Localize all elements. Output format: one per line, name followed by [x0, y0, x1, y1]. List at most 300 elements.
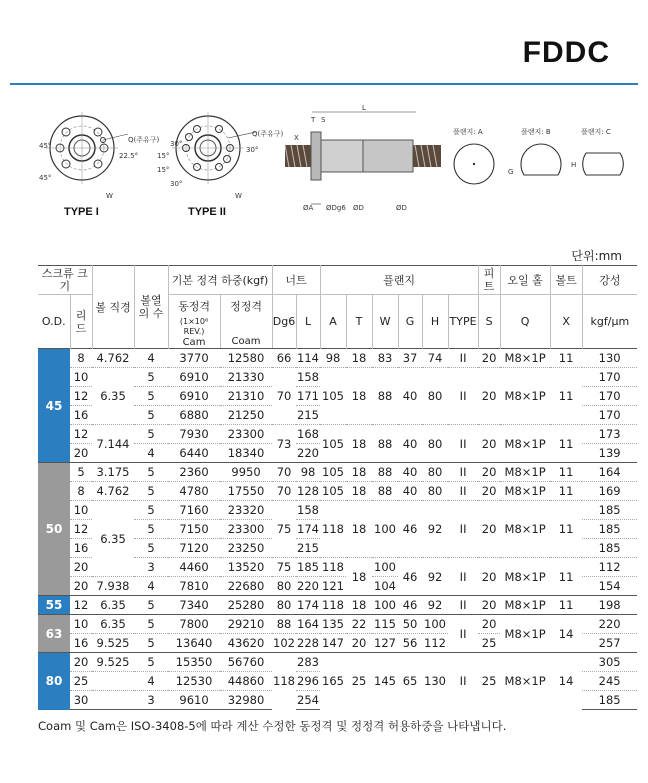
k-cell: 130: [582, 349, 637, 368]
a-cell: 105: [320, 463, 346, 482]
k-cell: 305: [582, 653, 637, 672]
coam-cell: 13520: [220, 558, 272, 577]
t-cell: 18: [346, 482, 372, 501]
footnote: Coam 및 Cam은 ISO-3408-5에 따라 계산 수정한 동정격 및 정정격 허용하중을 나타냅니다.: [38, 719, 507, 733]
w-cell: 115: [372, 615, 398, 634]
coam-cell: 21330: [220, 368, 272, 387]
lead-cell: 16: [70, 634, 92, 653]
rows-cell: 4: [134, 577, 168, 596]
col-screw-size: 스크류 크기: [38, 266, 92, 295]
rows-cell: 5: [134, 482, 168, 501]
cam-cell: 12530: [168, 672, 220, 691]
g-cell: 46: [398, 501, 422, 558]
type1-label: TYPE I: [64, 206, 99, 218]
lead-cell: 25: [70, 672, 92, 691]
coam-cell: 23300: [220, 425, 272, 444]
rows-cell: 3: [134, 558, 168, 577]
rows-cell: 5: [134, 368, 168, 387]
w-cell: 100: [372, 558, 398, 577]
lead-cell: 12: [70, 520, 92, 539]
x-cell: 11: [550, 501, 582, 558]
rows-cell: 5: [134, 406, 168, 425]
type2-angle-30-bottom: 30°: [170, 180, 183, 188]
table-row: [38, 482, 637, 501]
q-cell: M8×1P: [500, 463, 550, 482]
coam-cell: 17550: [220, 482, 272, 501]
od-cell: 80: [38, 653, 70, 710]
coam-cell: 21310: [220, 387, 272, 406]
x-cell: 11: [550, 349, 582, 368]
col-t: T: [346, 295, 372, 349]
od-cell: 55: [38, 596, 70, 615]
ball-cell: 9.525: [92, 653, 134, 672]
dg6-cell: 73: [272, 425, 296, 463]
t-cell: 18: [346, 596, 372, 615]
type-cell: II: [448, 425, 478, 463]
cam-cell: 6910: [168, 387, 220, 406]
q-cell: M8×1P: [500, 558, 550, 596]
cam-cell: 15350: [168, 653, 220, 672]
cam-cell: 6440: [168, 444, 220, 463]
k-cell: 170: [582, 406, 637, 425]
h-cell: 92: [422, 596, 448, 615]
s-cell: 20: [478, 501, 500, 558]
cam-cell: 7160: [168, 501, 220, 520]
s-cell: 20: [478, 349, 500, 368]
ball-cell: 7.144: [92, 425, 134, 463]
flange-a-label: 플랜지: A: [453, 128, 483, 136]
k-cell: 198: [582, 596, 637, 615]
k-cell: 154: [582, 577, 637, 596]
w-cell: 88: [372, 482, 398, 501]
type-cell: II: [448, 558, 478, 596]
type2-flange-drawing: [172, 112, 259, 184]
k-cell: 257: [582, 634, 637, 653]
a-cell: 105: [320, 368, 346, 425]
flange-b-profile: [521, 144, 561, 175]
rows-cell: 4: [134, 349, 168, 368]
a-cell: 147: [320, 634, 346, 653]
ball-cell: [92, 672, 134, 691]
page-title: FDDC: [522, 36, 610, 69]
dg6-cell: 70: [272, 463, 296, 482]
type2-angle-15-a: 15°: [157, 152, 170, 160]
dg6-cell: 118: [272, 653, 296, 710]
col-a: A: [320, 295, 346, 349]
coam-cell: 29210: [220, 615, 272, 634]
rows-cell: 5: [134, 387, 168, 406]
lead-cell: 5: [70, 463, 92, 482]
table-row: [38, 501, 637, 520]
k-cell: 173: [582, 425, 637, 444]
l-cell: 185: [296, 558, 320, 577]
col-w: W: [372, 295, 398, 349]
type-cell: II: [448, 501, 478, 558]
cam-cell: 13640: [168, 634, 220, 653]
flange-c-label: 플랜지: C: [581, 128, 611, 136]
side-l-label: L: [362, 104, 366, 112]
lead-cell: 10: [70, 368, 92, 387]
coam-cell: 9950: [220, 463, 272, 482]
rows-cell: 4: [134, 444, 168, 463]
table-row: [38, 596, 637, 615]
rows-cell: 5: [134, 425, 168, 444]
g-cell: 65: [398, 653, 422, 710]
col-fit: 피트: [478, 266, 500, 295]
l-cell: 283: [296, 653, 320, 672]
side-od2-label: ØD: [396, 204, 407, 212]
rows-cell: 5: [134, 501, 168, 520]
q-cell: M8×1P: [500, 615, 550, 653]
type1-q-label: Q(주유구): [128, 136, 160, 144]
g-cell: 40: [398, 463, 422, 482]
lead-cell: 20: [70, 558, 92, 577]
type-cell: II: [448, 482, 478, 501]
col-ball-rows: 볼열 의 수: [134, 266, 168, 349]
a-cell: 118: [320, 596, 346, 615]
rows-cell: 5: [134, 634, 168, 653]
k-cell: 185: [582, 539, 637, 558]
type2-angle-30-left: 30°: [170, 140, 183, 148]
w-cell: 145: [372, 653, 398, 710]
s-cell: 20: [478, 368, 500, 425]
col-s: S: [478, 295, 500, 349]
g-cell: 50: [398, 615, 422, 634]
col-stiffness: 강성: [582, 266, 637, 295]
type2-w-label: W: [235, 192, 242, 200]
col-oil-hole: 오일 홀: [500, 266, 550, 295]
table-row: [38, 368, 637, 387]
col-type: TYPE: [448, 295, 478, 349]
rows-cell: 3: [134, 691, 168, 710]
l-cell: 171: [296, 387, 320, 406]
l-cell: 296: [296, 672, 320, 691]
side-oa-label: ØA: [303, 204, 314, 212]
g-cell: 40: [398, 368, 422, 425]
s-cell: 20: [478, 596, 500, 615]
a-cell: 165: [320, 653, 346, 710]
cam-cell: 4780: [168, 482, 220, 501]
a-cell: 121: [320, 577, 346, 596]
cam-cell: 3770: [168, 349, 220, 368]
l-cell: 158: [296, 501, 320, 520]
coam-cell: 21250: [220, 406, 272, 425]
cam-cell: 7930: [168, 425, 220, 444]
g-cell: 37: [398, 349, 422, 368]
coam-cell: 23300: [220, 520, 272, 539]
od-cell: 45: [38, 349, 70, 463]
rows-cell: 4: [134, 672, 168, 691]
k-cell: 139: [582, 444, 637, 463]
w-cell: 83: [372, 349, 398, 368]
s-cell: 20: [478, 463, 500, 482]
side-t-label: T: [311, 116, 316, 124]
g-cell: 56: [398, 634, 422, 653]
l-cell: 98: [296, 463, 320, 482]
k-cell: 185: [582, 501, 637, 520]
t-cell: 18: [346, 463, 372, 482]
k-cell: 185: [582, 691, 637, 710]
q-cell: M8×1P: [500, 368, 550, 425]
cam-cell: 7800: [168, 615, 220, 634]
col-static: 정정격: [220, 295, 272, 318]
x-cell: 11: [550, 482, 582, 501]
spec-table: [38, 265, 637, 710]
col-ball-dia: 볼 직경: [92, 266, 134, 349]
cam-cell: 7150: [168, 520, 220, 539]
type-cell: II: [448, 596, 478, 615]
dg6-cell: 88: [272, 615, 296, 634]
t-cell: 18: [346, 368, 372, 425]
coam-cell: 25280: [220, 596, 272, 615]
lead-cell: 8: [70, 482, 92, 501]
a-cell: 118: [320, 501, 346, 558]
t-cell: 18: [346, 501, 372, 558]
ball-cell: 7.938: [92, 577, 134, 596]
lead-cell: 16: [70, 406, 92, 425]
type1-angle-22: 22.5°: [119, 152, 139, 160]
q-cell: M8×1P: [500, 501, 550, 558]
col-coam: Coam: [220, 317, 272, 349]
coam-cell: 44860: [220, 672, 272, 691]
rows-cell: 5: [134, 463, 168, 482]
lead-cell: 20: [70, 653, 92, 672]
h-cell: 80: [422, 425, 448, 463]
x-cell: 14: [550, 653, 582, 710]
coam-cell: 18340: [220, 444, 272, 463]
type2-angle-30-right: 30°: [246, 146, 259, 154]
lead-cell: 16: [70, 539, 92, 558]
col-q: Q: [500, 295, 550, 349]
w-cell: 104: [372, 577, 398, 596]
type1-flange-drawing: [46, 112, 128, 184]
a-cell: 118: [320, 558, 346, 577]
coam-cell: 23320: [220, 501, 272, 520]
h-cell: 80: [422, 368, 448, 425]
dg6-cell: 66: [272, 349, 296, 368]
cam-cell: 4460: [168, 558, 220, 577]
l-cell: 128: [296, 482, 320, 501]
l-cell: 174: [296, 596, 320, 615]
side-s-label: S: [321, 116, 326, 124]
cam-cell: 7340: [168, 596, 220, 615]
type-cell: II: [448, 349, 478, 368]
flange-b-label: 플랜지: B: [521, 128, 551, 136]
col-x: X: [550, 295, 582, 349]
k-cell: 170: [582, 368, 637, 387]
side-x-label: X: [294, 134, 299, 142]
table-row: [38, 463, 637, 482]
lead-cell: 8: [70, 349, 92, 368]
w-cell: 127: [372, 634, 398, 653]
col-load: 기본 정격 하중(kgf): [168, 266, 272, 295]
rows-cell: 5: [134, 596, 168, 615]
q-cell: M8×1P: [500, 349, 550, 368]
k-cell: 169: [582, 482, 637, 501]
type2-angle-15-b: 15°: [157, 166, 170, 174]
h-cell: 100: [422, 615, 448, 634]
lead-cell: 30: [70, 691, 92, 710]
a-cell: 98: [320, 349, 346, 368]
l-cell: 220: [296, 577, 320, 596]
coam-cell: 12580: [220, 349, 272, 368]
ball-cell: 4.762: [92, 349, 134, 368]
flange-c-profile: [583, 153, 624, 175]
h-cell: 74: [422, 349, 448, 368]
cam-cell: 7120: [168, 539, 220, 558]
k-cell: 245: [582, 672, 637, 691]
h-cell: 92: [422, 501, 448, 558]
type2-q-label: Q(주유구): [252, 130, 284, 138]
x-cell: 11: [550, 425, 582, 463]
lead-cell: 20: [70, 444, 92, 463]
col-cam: (1×10⁶ REV.) Cam: [168, 317, 220, 349]
l-cell: 220: [296, 444, 320, 463]
t-cell: 18: [346, 349, 372, 368]
cam-cell: 2360: [168, 463, 220, 482]
od-cell: 50: [38, 463, 70, 596]
l-cell: 215: [296, 539, 320, 558]
ball-cell: [92, 691, 134, 710]
dg6-cell: 80: [272, 596, 296, 615]
q-cell: M8×1P: [500, 425, 550, 463]
s-cell: 20: [478, 482, 500, 501]
q-cell: M8×1P: [500, 482, 550, 501]
type-cell: II: [448, 653, 478, 710]
l-cell: 114: [296, 349, 320, 368]
rows-cell: 5: [134, 520, 168, 539]
w-cell: 88: [372, 368, 398, 425]
table-row: [38, 615, 637, 634]
col-flange: 플랜지: [320, 266, 478, 295]
type1-w-label: W: [106, 192, 113, 200]
w-cell: 100: [372, 501, 398, 558]
l-cell: 164: [296, 615, 320, 634]
dg6-cell: 102: [272, 634, 296, 653]
ballnut-side-view: [285, 112, 441, 204]
g-cell: 40: [398, 482, 422, 501]
coam-cell: 32980: [220, 691, 272, 710]
title-rule: [10, 83, 638, 85]
lead-cell: 10: [70, 615, 92, 634]
h-cell: 92: [422, 558, 448, 596]
g-cell: 46: [398, 558, 422, 596]
ball-cell: 6.35: [92, 596, 134, 615]
lead-cell: 12: [70, 387, 92, 406]
technical-drawings: [30, 100, 630, 220]
ball-cell: 6.35: [92, 368, 134, 425]
col-bolt: 볼트: [550, 266, 582, 295]
cam-cell: 6910: [168, 368, 220, 387]
cam-cell: 7810: [168, 577, 220, 596]
col-lead: 리드: [70, 295, 92, 349]
type1-angle-45-top: 45°: [39, 142, 52, 150]
ball-cell: 4.762: [92, 482, 134, 501]
flange-c-h-label: H: [571, 161, 577, 169]
x-cell: 11: [550, 558, 582, 596]
lead-cell: 12: [70, 596, 92, 615]
h-cell: 112: [422, 634, 448, 653]
s-cell: 25: [478, 634, 500, 653]
ball-cell: 9.525: [92, 634, 134, 653]
l-cell: 174: [296, 520, 320, 539]
x-cell: 11: [550, 596, 582, 615]
l-cell: 215: [296, 406, 320, 425]
coam-cell: 22680: [220, 577, 272, 596]
l-cell: 254: [296, 691, 320, 710]
type-cell: II: [448, 463, 478, 482]
type-cell: II: [448, 615, 478, 653]
l-cell: 158: [296, 368, 320, 387]
lead-cell: 12: [70, 425, 92, 444]
side-odg6-label: ØDg6: [326, 204, 346, 212]
dg6-cell: 70: [272, 368, 296, 425]
t-cell: 25: [346, 653, 372, 710]
rows-cell: 5: [134, 653, 168, 672]
dg6-cell: 75: [272, 558, 296, 577]
t-cell: 22: [346, 615, 372, 634]
dg6-cell: 75: [272, 501, 296, 558]
coam-cell: 23250: [220, 539, 272, 558]
l-cell: 228: [296, 634, 320, 653]
w-cell: 88: [372, 463, 398, 482]
ball-cell: 3.175: [92, 463, 134, 482]
col-dg6: Dg6: [272, 295, 296, 349]
g-cell: 40: [398, 425, 422, 463]
t-cell: 18: [346, 425, 372, 463]
cam-cell: 6880: [168, 406, 220, 425]
col-nut: 너트: [272, 266, 320, 295]
a-cell: 135: [320, 615, 346, 634]
rows-cell: 5: [134, 539, 168, 558]
k-cell: 220: [582, 615, 637, 634]
table-row: [38, 425, 637, 444]
k-cell: 170: [582, 387, 637, 406]
k-cell: 185: [582, 520, 637, 539]
l-cell: 168: [296, 425, 320, 444]
dg6-cell: 70: [272, 482, 296, 501]
g-cell: 46: [398, 596, 422, 615]
table-row: [38, 349, 637, 368]
unit-label: 단위:mm: [571, 249, 622, 263]
lead-cell: 20: [70, 577, 92, 596]
rows-cell: 5: [134, 615, 168, 634]
coam-cell: 43620: [220, 634, 272, 653]
w-cell: 100: [372, 596, 398, 615]
x-cell: 14: [550, 615, 582, 653]
q-cell: M8×1P: [500, 596, 550, 615]
col-kgf: kgf/μm: [582, 295, 637, 349]
table-row: [38, 653, 637, 672]
t-cell: 20: [346, 634, 372, 653]
s-cell: 20: [478, 425, 500, 463]
cam-cell: 9610: [168, 691, 220, 710]
a-cell: 105: [320, 482, 346, 501]
type1-angle-45-bottom: 45°: [39, 174, 52, 182]
side-od1-label: ØD: [353, 204, 364, 212]
lead-cell: 10: [70, 501, 92, 520]
s-cell: 20: [478, 615, 500, 634]
h-cell: 80: [422, 463, 448, 482]
flange-b-g-label: G: [508, 168, 514, 176]
od-cell: 63: [38, 615, 70, 653]
t-cell: 18: [346, 558, 372, 596]
col-g: G: [398, 295, 422, 349]
x-cell: 11: [550, 368, 582, 425]
spec-table-body: [38, 349, 637, 710]
col-dynamic: 동정격: [168, 295, 220, 318]
col-od: O.D.: [38, 295, 70, 349]
